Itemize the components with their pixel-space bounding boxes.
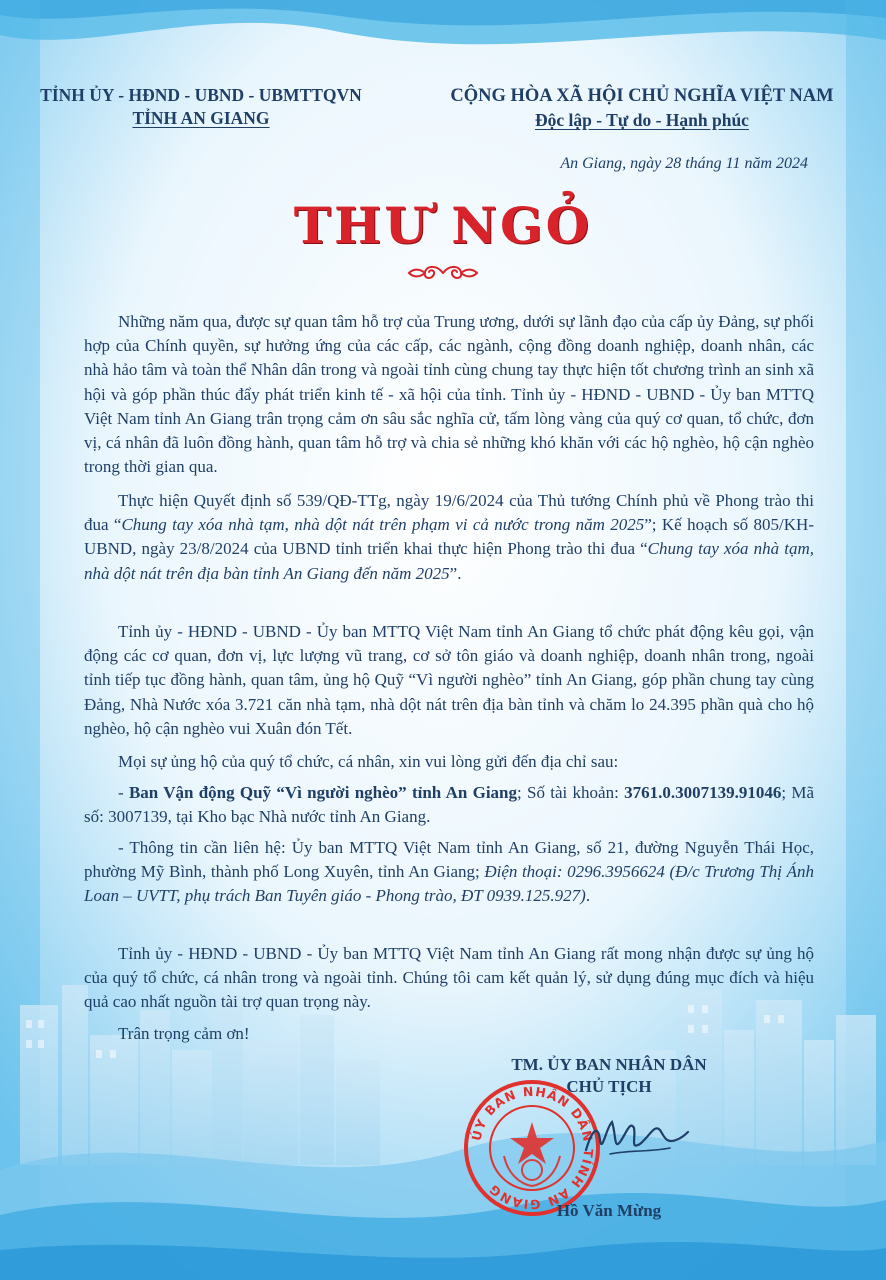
letter-body: [84, 310, 814, 479]
campaign-name-provincial: Chung tay xóa nhà tạm, nhà dột nát trên địa bàn tỉnh An Giang đến năm 2025: [84, 539, 814, 583]
fund-name: Ban Vận động Quỹ “Vì người nghèo” tỉnh An Giang: [128, 783, 518, 802]
letter-title: THƯ NGỎ: [293, 196, 593, 255]
address-intro-text: Mọi sự ủng hộ của quý tổ chức, cá nhân, xin vui lòng gửi đến địa chỉ sau:: [118, 752, 619, 771]
svg-text:ỦY BAN NHÂN DÂN TỈNH AN GIANG: ỦY BAN NHÂN DÂN TỈNH AN GIANG: [468, 1083, 597, 1213]
commitment-text: Tỉnh ủy - HĐND - UBND - Ủy ban MTTQ Việt Nam tỉnh An Giang rất mong nhận được sự ủng hộ của quý tổ chức, cá nhân trong và ngoài tỉnh. Chúng tôi cam kết quản lý, sử dụng đúng mục đích và hiệu quả cao nhất nguồn tài trợ quan trọng này.: [84, 944, 814, 1012]
issuer-line2: TỈNH AN GIANG: [132, 108, 270, 128]
account-tail: ; Mã số: 3007139, tại Kho bạc Nhà nước tỉnh An Giang.: [84, 783, 814, 827]
signature-line1: TM. ỦY BAN NHÂN DÂN: [511, 1055, 707, 1074]
paragraph-thanks: [84, 1022, 814, 1046]
paragraph-address-intro: [84, 750, 814, 774]
paragraph-contact: [84, 836, 814, 909]
plan-text: ”; Kế hoạch số 805/KH- UBND, ngày 23/8/2024 của UBND tỉnh triển khai thực hiện Phong trào thi đua “: [84, 515, 814, 559]
paragraph-end: ”.: [449, 563, 462, 583]
account-label: ; Số tài khoản:: [517, 783, 625, 802]
issuer-header: [20, 84, 382, 130]
signature-line2: CHỦ TỊCH: [566, 1077, 652, 1096]
dash: -: [118, 783, 129, 802]
national-motto: Độc lập - Tự do - Hạnh phúc: [535, 110, 749, 130]
handwritten-signature-icon: [580, 1110, 690, 1164]
contact-address: - Thông tin cần liên hệ: Ủy ban MTTQ Việt Nam tỉnh An Giang, số 21, đường Nguyễn Thái Học, phường Mỹ Bình, thành phố Long Xuyên, tỉnh An Giang;: [84, 838, 814, 882]
paragraph-decision: [84, 489, 814, 586]
contact-end: .: [585, 886, 591, 906]
contact-phone: Điện thoại: 0296.3956624 (Đ/c Trương Thị Ánh Loan – UVTT, phụ trách Ban Tuyên giáo - Phong trào, ĐT 0939.125.927): [84, 862, 814, 906]
appeal-text: Tỉnh ủy - HĐND - UBND - Ủy ban MTTQ Việt Nam tỉnh An Giang tổ chức phát động kêu gọi, vận động các cơ quan, đơn vị, lực lượng vũ trang, cơ sở tôn giáo và doanh nghiệp, doanh nhân trong, ngoài tỉnh tiếp tục đồng hành, quan tâm, ủng hộ Quỹ “Vì người nghèo” tỉnh An Giang, góp phần chung tay cùng Đảng, Nhà Nước xóa 3.721 căn nhà tạm, nhà dột nát trên địa bàn tỉnh và chăm lo 24.395 phần quà cho hộ nghèo, hộ cận nghèo vui Xuân đón Tết.: [84, 622, 814, 738]
paragraph-gratitude: Những năm qua, được sự quan tâm hỗ trợ của Trung ương, dưới sự lãnh đạo của cấp ủy Đảng, sự phối hợp của Chính quyền, sự hưởng ứng của các cấp, các ngành, cộng đồng doanh nghiệp, doanh nhân, các nhà hảo tâm và toàn thể Nhân dân trong và ngoài tỉnh cùng chung tay thực hiện tốt chương trình an sinh xã hội và góp phần thúc đẩy phát triển kinh tế - xã hội của tỉnh. Tỉnh ủy - HĐND - UBND - Ủy ban MTTQ Việt Nam tỉnh An Giang trân trọng cảm ơn sâu sắc nghĩa cử, tấm lòng vàng của quý cơ quan, tổ chức, đơn vị, cá nhân đã luôn đồng hành, quan tâm hỗ trợ và chia sẻ những khó khăn với các hộ nghèo, hộ cận nghèo trong thời gian qua.: [84, 312, 814, 477]
dateline: An Giang, ngày 28 tháng 11 năm 2024: [560, 155, 808, 172]
ornament-divider-icon: [405, 262, 481, 284]
thanks-text: Trân trọng cảm ơn!: [118, 1024, 250, 1043]
decision-text: Thực hiện Quyết định số 539/QĐ-TTg, ngày 19/6/2024 của Thủ tướng Chính phủ về Phong trào thi đua “: [84, 491, 814, 535]
paragraph-appeal: [84, 620, 814, 741]
issuer-line1: TỈNH ỦY - HĐND - UBND - UBMTTQVN: [40, 85, 362, 105]
national-title: CỘNG HÒA XÃ HỘI CHỦ NGHĨA VIỆT NAM: [450, 86, 834, 106]
paragraph-bank-account: [84, 781, 814, 829]
national-header: [430, 84, 854, 132]
account-number: 3761.0.3007139.91046: [624, 783, 782, 802]
signer-name: Hồ Văn Mừng: [556, 1201, 662, 1220]
paragraph-commitment: [84, 942, 814, 1015]
campaign-name-national: Chung tay xóa nhà tạm, nhà dột nát trên phạm vi cả nước trong năm 2025: [121, 515, 645, 535]
